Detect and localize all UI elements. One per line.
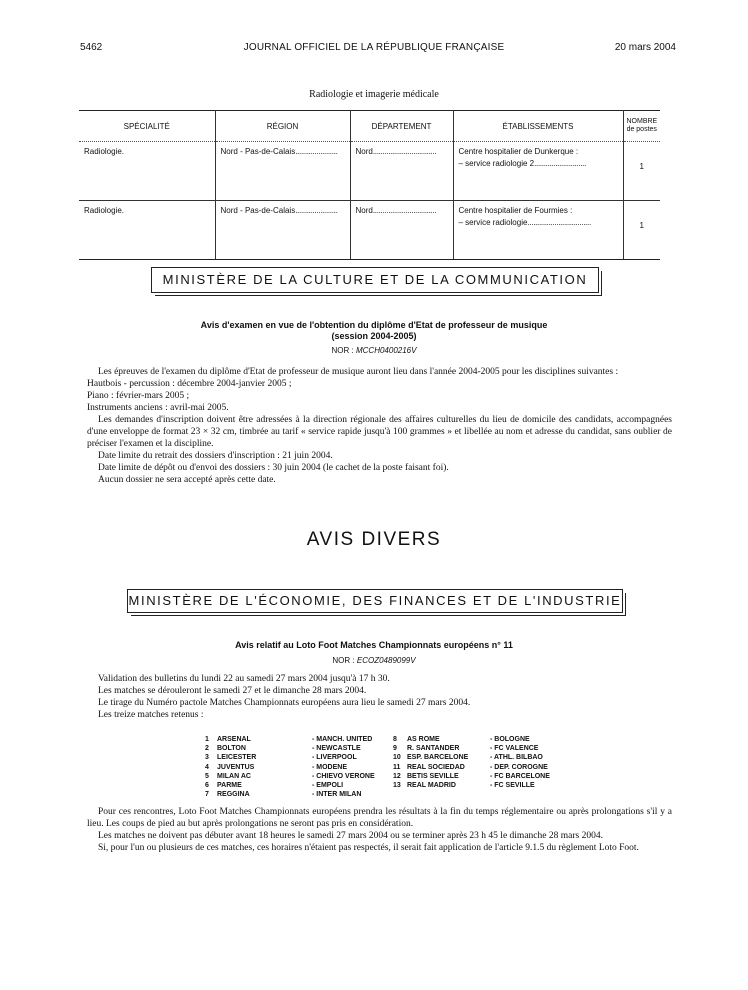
- list-item: [205, 744, 560, 753]
- paragraph: Date limite de dépôt ou d'envoi des dossiers : 30 juin 2004 (le cachet de la poste faisant foi).: [98, 463, 449, 473]
- paragraph: Les demandes d'inscription doivent être adressées à la direction régionale des affaires culturelles du lieu de domicile des candidats, accompagnées d'une enveloppe de format 23 × 32 cm, timbrée au tarif « service rapide jusqu'à 100 grammes » et libellée au nom et adresse du candidat, sans oublier de préciser l'examen et la discipline.: [87, 415, 672, 449]
- paragraph: Les treize matches retenus :: [98, 710, 204, 720]
- paragraph: Validation des bulletins du lundi 22 au samedi 27 mars 2004 jusqu'à 17 h 30.: [98, 674, 390, 684]
- leader-dots: .................................: [372, 206, 437, 215]
- match-number: 9: [393, 745, 397, 753]
- col-header-region: RÉGION: [215, 111, 350, 142]
- col-header-nombre: NOMBRE de postes: [623, 111, 660, 142]
- away-team: - CHIEVO VERONE: [312, 772, 375, 780]
- paragraph: Pour ces rencontres, Loto Foot Matches Championnats européens prendra les résultats à la fin du temps réglementaire ou après prolongations s'il y a lieu. Les coups de pied au but après prolongations ne seront pas pris en considération.: [87, 807, 672, 829]
- loto-intro: [87, 673, 672, 721]
- table-caption: Radiologie et imagerie médicale: [309, 89, 439, 100]
- paragraph: Hautbois - percussion : décembre 2004-janvier 2005 ;: [87, 379, 292, 389]
- matches-list: [205, 735, 560, 799]
- avis-title-culture: [0, 320, 748, 342]
- match-number: 1: [205, 736, 209, 743]
- nor-economie: [0, 656, 748, 665]
- nor-value: MCCH0400216V: [355, 346, 417, 355]
- etablissement-line1: Centre hospitalier de Fourmies :: [458, 206, 573, 215]
- avis-title-line2: (session 2004-2005): [331, 331, 417, 341]
- paragraph: Aucun dossier ne sera accepté après cette date.: [98, 475, 276, 485]
- away-team: - LIVERPOOL: [312, 754, 357, 762]
- section-heading-avis-divers: AVIS DIVERS: [306, 529, 442, 550]
- cell-nombre: 1: [623, 142, 660, 201]
- avis-title-line1: Avis d'examen en vue de l'obtention du diplôme d'Etat de professeur de musique: [200, 320, 548, 330]
- away-team: - NEWCASTLE: [312, 745, 361, 753]
- home-team: REAL SOCIEDAD: [407, 763, 465, 771]
- away-team: - DEP. COROGNE: [490, 763, 548, 771]
- match-number: 7: [205, 791, 209, 799]
- region-text: Nord - Pas-de-Calais: [220, 147, 296, 156]
- nor-label: NOR :: [331, 346, 354, 355]
- paragraph: Si, pour l'un ou plusieurs de ces matches, ces horaires n'étaient pas respectés, il serait fait application de l'article 9.1.5 du règlement Loto Foot.: [98, 843, 639, 853]
- leader-dots: .................................: [372, 147, 437, 156]
- col-header-departement: DÉPARTEMENT: [350, 111, 453, 142]
- nor-label: NOR :: [332, 656, 355, 665]
- cell-specialite: Radiologie.: [79, 201, 215, 260]
- away-team: - INTER MILAN: [312, 791, 362, 799]
- nor-value: ECOZ0489099V: [356, 656, 416, 665]
- loto-outro: [87, 806, 672, 854]
- match-number: 11: [393, 763, 401, 771]
- ministry-heading-economie: MINISTÈRE DE L'ÉCONOMIE, DES FINANCES ET DE L'INDUSTRIE: [127, 589, 623, 613]
- match-number: 12: [393, 772, 401, 780]
- paragraph: Les épreuves de l'examen du diplôme d'Etat de professeur de musique auront lieu dans l'année 2004-2005 pour les disciplines suivantes :: [98, 367, 619, 377]
- away-team: - FC SEVILLE: [490, 781, 535, 789]
- home-team: MILAN AC: [217, 772, 251, 780]
- cell-nombre: 1: [623, 201, 660, 260]
- leader-dots: ......................: [295, 147, 338, 156]
- departement-text: Nord: [355, 147, 373, 156]
- departement-text: Nord: [355, 206, 373, 215]
- away-team: - FC BARCELONE: [490, 772, 550, 780]
- home-team: REAL MADRID: [407, 781, 456, 789]
- issue-date: 20 mars 2004: [614, 42, 676, 53]
- away-team: - EMPOLI: [312, 781, 344, 789]
- journal-title: JOURNAL OFFICIEL DE LA RÉPUBLIQUE FRANÇAISE: [243, 42, 505, 53]
- paragraph: Instruments anciens : avril-mai 2005.: [87, 403, 229, 413]
- postes-table: [79, 110, 660, 260]
- cell-region: [215, 201, 350, 260]
- home-team: AS ROME: [407, 736, 440, 743]
- home-team: PARME: [217, 781, 242, 789]
- list-item: [205, 781, 560, 790]
- match-number: 10: [393, 754, 401, 762]
- match-number: 2: [205, 745, 209, 753]
- paragraph: Le tirage du Numéro pactole Matches Championnats européens aura lieu le samedi 27 mars 2004.: [98, 698, 471, 708]
- list-item: [205, 763, 560, 772]
- match-number: 3: [205, 754, 209, 762]
- home-team: JUVENTUS: [217, 763, 255, 771]
- nor-culture: [0, 346, 748, 355]
- cell-specialite: Radiologie.: [79, 142, 215, 201]
- home-team: ESP. BARCELONE: [407, 754, 469, 762]
- culture-body: [87, 366, 672, 486]
- cell-departement: [350, 201, 453, 260]
- away-team: - ATHL. BILBAO: [490, 754, 543, 762]
- away-team: - MANCH. UNITED: [312, 736, 373, 743]
- page-number: 5462: [80, 42, 103, 53]
- list-item: [205, 753, 560, 762]
- paragraph: Les matches se dérouleront le samedi 27 et le dimanche 28 mars 2004.: [98, 686, 367, 696]
- cell-etablissement: [453, 142, 623, 201]
- away-team: - FC VALENCE: [490, 745, 539, 753]
- table-row: [79, 201, 660, 260]
- etablissement-line2: – service radiologie: [458, 218, 528, 227]
- table-row: [79, 142, 660, 201]
- etablissement-line2: – service radiologie 2: [458, 159, 535, 168]
- home-team: BETIS SEVILLE: [407, 772, 459, 780]
- list-item: [205, 735, 560, 744]
- ministry-heading-culture: MINISTÈRE DE LA CULTURE ET DE LA COMMUNICATION: [151, 267, 599, 293]
- table-header-row: [79, 111, 660, 142]
- etablissement-line1: Centre hospitalier de Dunkerque :: [458, 147, 579, 156]
- paragraph: Piano : février-mars 2005 ;: [87, 391, 190, 401]
- home-team: LEICESTER: [217, 754, 257, 762]
- home-team: REGGINA: [217, 791, 250, 799]
- list-item: [205, 772, 560, 781]
- region-text: Nord - Pas-de-Calais: [220, 206, 296, 215]
- match-number: 4: [205, 763, 209, 771]
- avis-title-loto: Avis relatif au Loto Foot Matches Championnats européens n° 11: [235, 640, 513, 650]
- col-header-etablissements: ÉTABLISSEMENTS: [453, 111, 623, 142]
- home-team: BOLTON: [217, 745, 246, 753]
- match-number: 13: [393, 781, 401, 789]
- match-number: 8: [393, 736, 397, 743]
- paragraph: Les matches ne doivent pas débuter avant 18 heures le samedi 27 mars 2004 ou se terminer après 23 h 45 le dimanche 28 mars 2004.: [98, 831, 603, 841]
- leader-dots: .................................: [527, 218, 591, 227]
- cell-departement: [350, 142, 453, 201]
- col-header-specialite: SPÉCIALITÉ: [79, 111, 215, 142]
- match-number: 6: [205, 781, 209, 789]
- cell-region: [215, 142, 350, 201]
- home-team: R. SANTANDER: [407, 745, 460, 753]
- match-number: 5: [205, 772, 209, 780]
- paragraph: Date limite du retrait des dossiers d'inscription : 21 juin 2004.: [98, 451, 333, 461]
- away-team: - MODENE: [312, 763, 347, 771]
- leader-dots: ......................: [295, 206, 338, 215]
- away-team: - BOLOGNE: [490, 736, 530, 743]
- home-team: ARSENAL: [217, 736, 251, 743]
- list-item: [205, 790, 560, 799]
- cell-etablissement: [453, 201, 623, 260]
- leader-dots: ...........................: [534, 159, 587, 168]
